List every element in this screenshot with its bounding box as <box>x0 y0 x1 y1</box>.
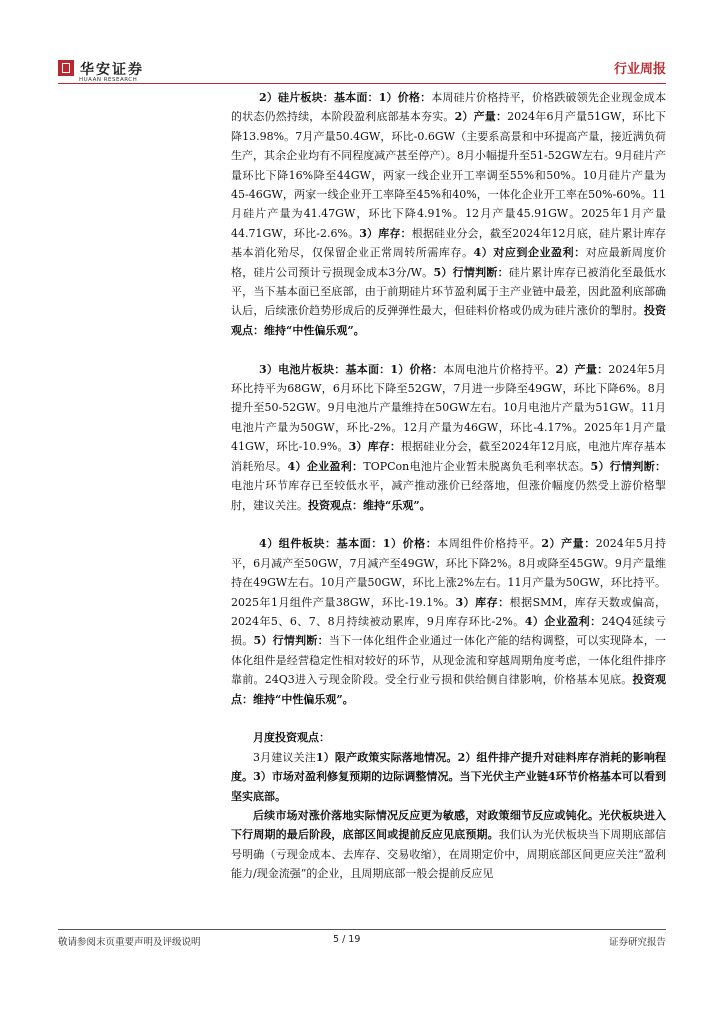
section-cell <box>231 360 666 515</box>
page-header <box>0 0 724 86</box>
page-number: 5 / 19 <box>333 934 361 945</box>
bold-run: 投资观点：维持“中性偏乐观”。 <box>231 304 667 337</box>
bold-run: 3）电池片板块：基本面：1）价格： <box>259 362 444 376</box>
text-run: 2024年5月持平，6月减产至50GW，7月减产至49GW，环比下降2%。8月或降至45GW。9月产量维持在49GW左右。10月产量50GW，环比上涨2%左右。11月产量为50GW，环比持平。2025年1月组件产量38GW，环比-19.1%。 <box>231 537 666 609</box>
text-run: 本周组件价格持平。 <box>437 537 542 551</box>
footer-disclaimer: 敬请参阅末页重要声明及评级说明 <box>58 937 201 948</box>
text-run: TOPCon电池片企业暂未脱离负毛利率状态。 <box>363 459 591 473</box>
bold-run: 1）限产政策实际落地情况。2）组件排产提升对硅料库存消耗的影响程度。3）市场对盈利修复预期的边际调整情况。当下光伏主产业链4环节价格基本可以看到坚实底部。 <box>231 750 666 803</box>
text-run: 我们认为光伏板块当下周期底部信号明确（亏现金成本、去库存、交易收缩），在周期定价中，周期底部区间更应关注“盈利能力/现金流强”的企业，且周期底部一般会提前反应见 <box>231 828 667 881</box>
bold-run: 2）产量： <box>555 362 609 376</box>
report-type: 行业周报 <box>613 62 666 77</box>
huaan-logo-icon <box>58 60 74 76</box>
text-run: 当下一体化组件企业通过一体化产能的结构调整，可以实现降本，一体化组件是经营稳定性相对较好的环节，从现金流和穿越周期角度考虑，一体化组件排序靠前。24Q3进入亏现金阶段。受全行业亏损和供给侧自律影响，价格基本见底。 <box>231 634 667 687</box>
bold-run: 2）产量： <box>541 537 596 551</box>
monthly-view-title: 月度投资观点： <box>253 731 330 745</box>
bold-run: 投资观点：维持“乐观”。 <box>308 498 431 512</box>
text-run: 硅片累计库存已被消化至最低水平，当下基本面已至底部，由于前期硅片环节盈利属于主产业链中最差，因此盈利底部确认后，后续涨价趋势形成后的反弹弹性最大，但硅料价格或仍成为硅片涨价的掣肘。 <box>231 265 667 318</box>
brand-name: 华安证券 <box>80 62 144 78</box>
bold-run: 3）库存： <box>359 226 412 240</box>
report-body <box>231 88 666 958</box>
footer-doc-type: 证券研究报告 <box>608 937 666 948</box>
text-run: 3月建议关注 <box>253 750 316 764</box>
text-run: 电池片环节库存已至较低水平，减产推动涨价已经落地，但涨价幅度仍然受上游价格掣肘，建议关注。 <box>231 479 666 512</box>
bold-run: 5）行情判断： <box>590 459 667 473</box>
text-run: 2024年5月环比持平为68GW，6月环比下降至52GW，7月进一步降至49GW，环比下降6%。8月提升至50-52GW。9月电池片产量维持在50GW左右。10月电池片产量为51GW。11月电池片产量为50GW，环比-2%。12月产量为46GW，环比-4.17%。2025年1月产量41GW，环比-10.9%。 <box>231 362 667 454</box>
text-run: 2024年6月产量51GW，环比下降13.98%。7月产量50.4GW，环比-0.6GW（主要系高景和中环提高产量，接近满负荷生产，其余企业均有不同程度减产甚至停产）。8月小幅提升至51-52GW左右。9月硅片产量环比下降16%降至44GW，两家一线企业开工率调至55%和50%。10月硅片产量为45-46GW，两家一线企业开工率降至45%和40%，一体化企业开工率在50%-60%。11月硅片产量为41.47GW，环比下降4.91%。12月产量45.91GW。2025年1月产量44.71GW，环比-2.6%。 <box>231 110 666 240</box>
bold-run: 4）组件板块：基本面：1）价格： <box>259 537 438 551</box>
bold-run: 2）硅片板块：基本面：1）价格： <box>259 91 432 104</box>
bold-run: 投资观点：维持“中性偏乐观”。 <box>231 673 666 706</box>
text-run: 根据SMM，库存天数或偏高，2024年5、6、7、8月持续被动累库，9月库存环比-2%。 <box>231 595 666 628</box>
section-module <box>231 534 666 709</box>
text-run: 本周电池片价格持平。 <box>443 362 556 376</box>
bold-run: 2）产量： <box>454 110 508 124</box>
monthly-view-paragraph-2 <box>231 806 666 884</box>
text-run: 24Q4延续亏损。 <box>231 614 667 648</box>
bold-run: 4）企业盈利： <box>287 459 364 473</box>
text-run: 本周硅片价格持平，价格跌破领先企业现金成本的状态仍然持续，本阶段盈利底部基本夯实。 <box>231 91 666 124</box>
bold-run: 3）库存： <box>455 595 510 609</box>
text-run: 对应最新周度价格，硅片公司预计亏损现金成本3分/W。 <box>231 246 667 279</box>
bold-run: 3）库存： <box>348 440 401 454</box>
bold-run: 4）对应到企业盈利： <box>473 246 586 260</box>
bold-run: 后续市场对涨价落地实际情况反应更为敏感，对政策细节反应或钝化。光伏板块进入下行周期的最后阶段，底部区间或提前反应见底预期。 <box>231 808 666 842</box>
text-run: 根据硅业分会，截至2024年12月底，硅片累计库存基本消化殆尽，仅保留企业正常周转所需库存。 <box>231 226 666 260</box>
bold-run: 5）行情判断： <box>433 265 509 279</box>
section-wafer <box>231 88 666 340</box>
brand-name-en: HUAAN RESEARCH <box>79 77 138 83</box>
header-divider <box>58 83 666 84</box>
footer-divider <box>58 929 666 930</box>
text-run: 根据硅业分会，截至2024年12月底，电池片库存基本消耗殆尽。 <box>231 440 666 473</box>
bold-run: 4）企业盈利： <box>524 614 602 628</box>
monthly-view-paragraph-1 <box>231 748 666 806</box>
bold-run: 5）行情判断： <box>253 634 329 648</box>
